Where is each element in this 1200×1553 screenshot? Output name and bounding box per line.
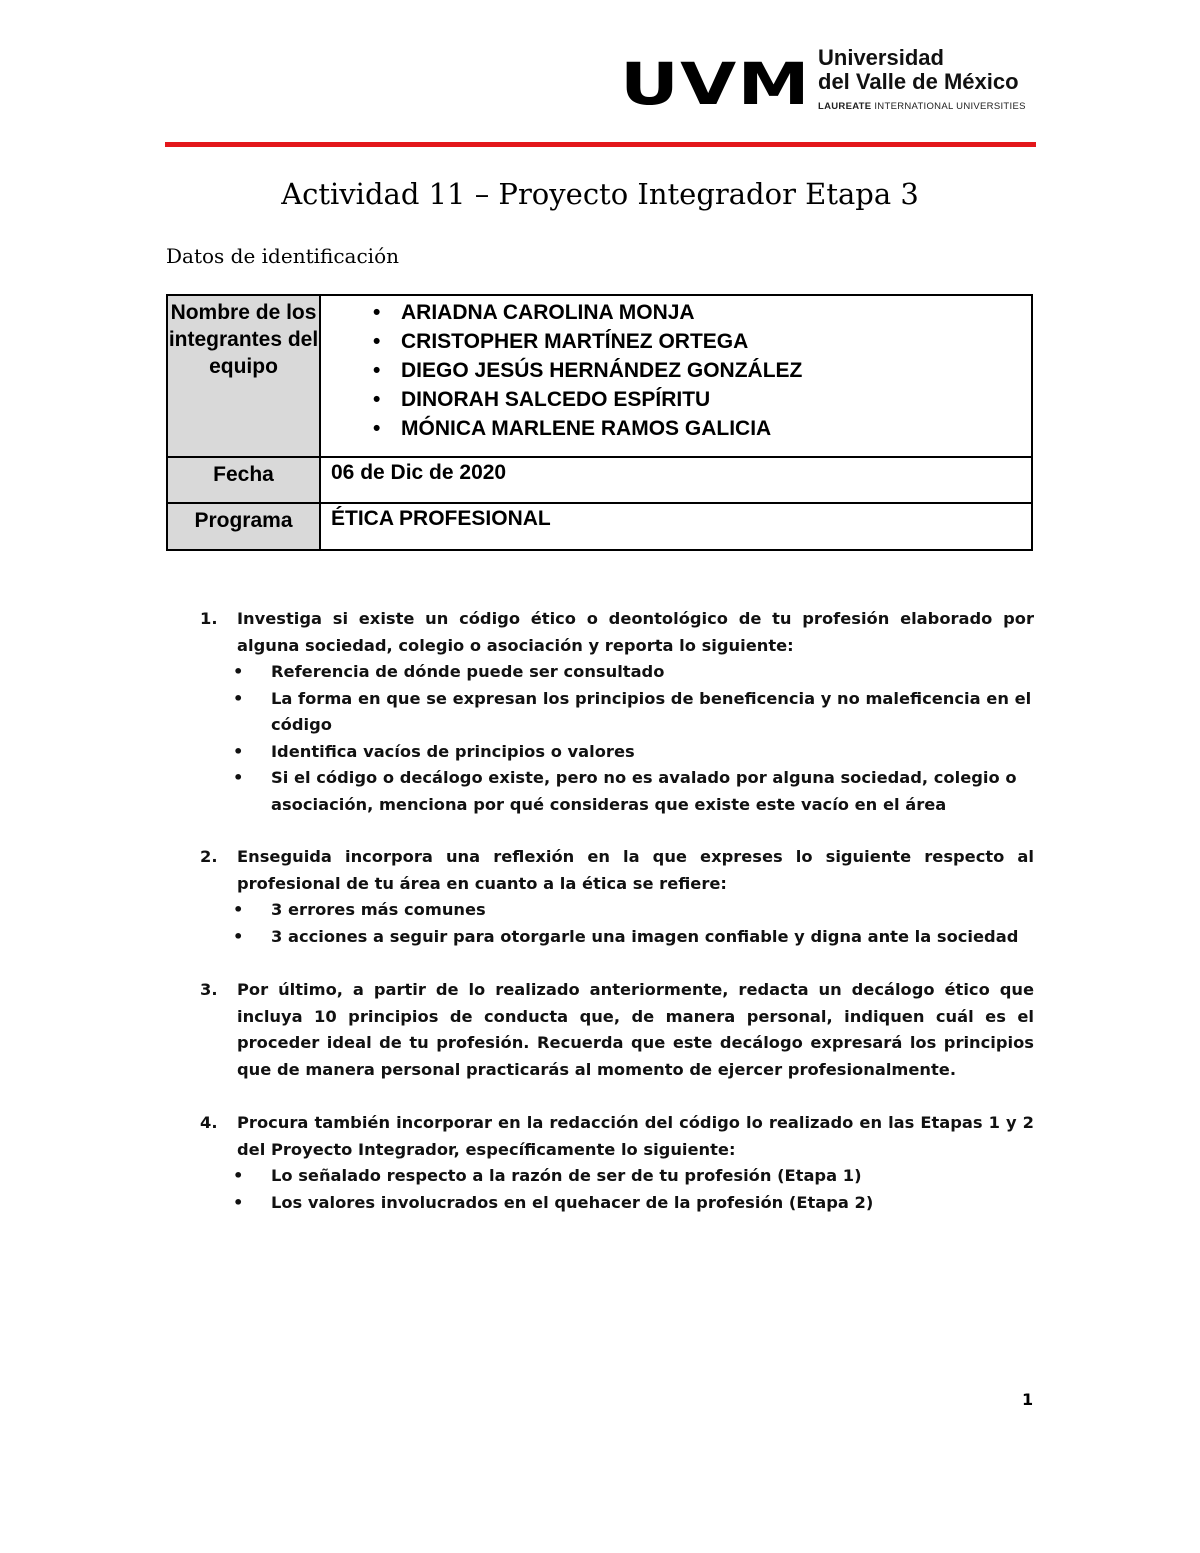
bullet-icon: • [233, 662, 244, 681]
programa-label: Programa [167, 503, 320, 550]
member-name: DINORAH SALCEDO ESPÍRITU [401, 388, 711, 411]
instruction-step-1 [200, 606, 1034, 818]
member-item [331, 298, 1031, 327]
member-item [331, 327, 1031, 356]
bullet-icon: • [233, 688, 244, 708]
list-item [200, 1190, 1034, 1217]
section-subheading: Datos de identificación [166, 244, 399, 268]
step-subitems [233, 897, 1034, 950]
members-label: Nombre de los integrantes del equipo [167, 295, 320, 457]
instruction-step-3 [200, 977, 1034, 1083]
list-item [200, 1163, 1034, 1190]
list-item [200, 897, 1034, 924]
list-item-text: Si el código o decálogo existe, pero no es avalado por alguna sociedad, colegio o asociación, menciona por qué consideras que existe este vacío en el área [271, 768, 1017, 814]
list-item [200, 686, 1034, 739]
bullet-icon: • [233, 768, 244, 787]
list-item [200, 739, 1034, 766]
list-item-text: Los valores involucrados en el quehacer de la profesión (Etapa 2) [271, 1192, 874, 1212]
list-item-text: Referencia de dónde puede ser consultado [271, 662, 665, 681]
members-row [167, 295, 1032, 457]
fecha-value: 06 de Dic de 2020 [320, 457, 1032, 503]
instruction-step-4 [200, 1110, 1034, 1216]
document-title: Actividad 11 – Proyecto Integrador Etapa 3 [281, 177, 919, 211]
member-name: CRISTOPHER MARTÍNEZ ORTEGA [401, 330, 749, 353]
bullet-icon: • [373, 417, 381, 440]
programa-row [167, 503, 1032, 550]
bullet-icon: • [373, 388, 381, 411]
list-item-text: 3 acciones a seguir para otorgarle una imagen confiable y digna ante la sociedad [271, 926, 1019, 946]
step-number: 1. [200, 609, 218, 628]
step-text: Investiga si existe un código ético o deontológico de tu profesión elaborado por alguna sociedad, colegio o asociación y reporta lo siguiente: [237, 609, 1034, 655]
page-number: 1 [1022, 1390, 1034, 1409]
programa-value: ÉTICA PROFESIONAL [320, 503, 1032, 550]
bullet-icon: • [233, 926, 244, 946]
step-text: Por último, a partir de lo realizado anteriormente, redacta un decálogo ético que incluya 10 principios de conducta que, de manera personal, indiquen cuál es el proceder ideal de tu profesión. Recuerda que este decálogo expresará los principios que de manera personal practicarás al momento de ejercer profesionalmente. [237, 980, 1034, 1079]
members-list [331, 298, 1031, 443]
logo-tag-rest: INTERNATIONAL UNIVERSITIES [871, 101, 1026, 112]
list-item-text: Lo señalado respecto a la razón de ser de tu profesión (Etapa 1) [271, 1166, 862, 1185]
step-text: Enseguida incorpora una reflexión en la que expreses lo siguiente respecto al profesional de tu área en cuanto a la ética se refiere: [237, 847, 1034, 893]
bullet-icon: • [233, 741, 244, 761]
identification-table [166, 294, 1033, 551]
bullet-icon: • [233, 1192, 244, 1212]
member-name: ARIADNA CAROLINA MONJA [401, 301, 695, 324]
logo-tag-bold: LAUREATE [818, 101, 872, 112]
member-item [331, 385, 1031, 414]
bullet-icon: • [233, 1166, 244, 1185]
step-number: 2. [200, 847, 218, 866]
instructions-list [200, 606, 1034, 1216]
member-name: MÓNICA MARLENE RAMOS GALICIA [401, 417, 772, 440]
list-item-text: La forma en que se expresan los principios de beneficencia y no maleficencia en el código [271, 688, 1032, 734]
header-divider [165, 142, 1036, 147]
bullet-icon: • [233, 900, 244, 919]
step-subitems [233, 1163, 1034, 1216]
logo-mark: UVM [620, 50, 811, 118]
member-item [331, 356, 1031, 385]
step-text: Procura también incorporar en la redacción del código lo realizado en las Etapas 1 y 2 del Proyecto Integrador, específicamente lo siguiente: [237, 1113, 1034, 1159]
bullet-icon: • [373, 359, 381, 382]
member-name: DIEGO JESÚS HERNÁNDEZ GONZÁLEZ [401, 359, 803, 382]
logo-line-1: Universidad [818, 45, 944, 70]
fecha-label: Fecha [167, 457, 320, 503]
members-cell [320, 295, 1032, 457]
step-subitems [233, 659, 1034, 818]
bullet-icon: • [373, 301, 381, 324]
instruction-step-2 [200, 844, 1034, 950]
step-number: 4. [200, 1113, 218, 1132]
list-item [200, 659, 1034, 686]
member-item [331, 414, 1031, 443]
list-item [200, 924, 1034, 951]
bullet-icon: • [373, 330, 381, 353]
list-item-text: 3 errores más comunes [271, 900, 486, 919]
step-number: 3. [200, 980, 218, 999]
list-item [200, 765, 1034, 818]
logo-wordmark [818, 46, 1026, 114]
logo-tagline [818, 100, 1026, 114]
list-item-text: Identifica vacíos de principios o valores [271, 741, 635, 761]
fecha-row [167, 457, 1032, 503]
uvm-logo [620, 46, 1030, 122]
logo-line-2: del Valle de México [818, 69, 1019, 94]
